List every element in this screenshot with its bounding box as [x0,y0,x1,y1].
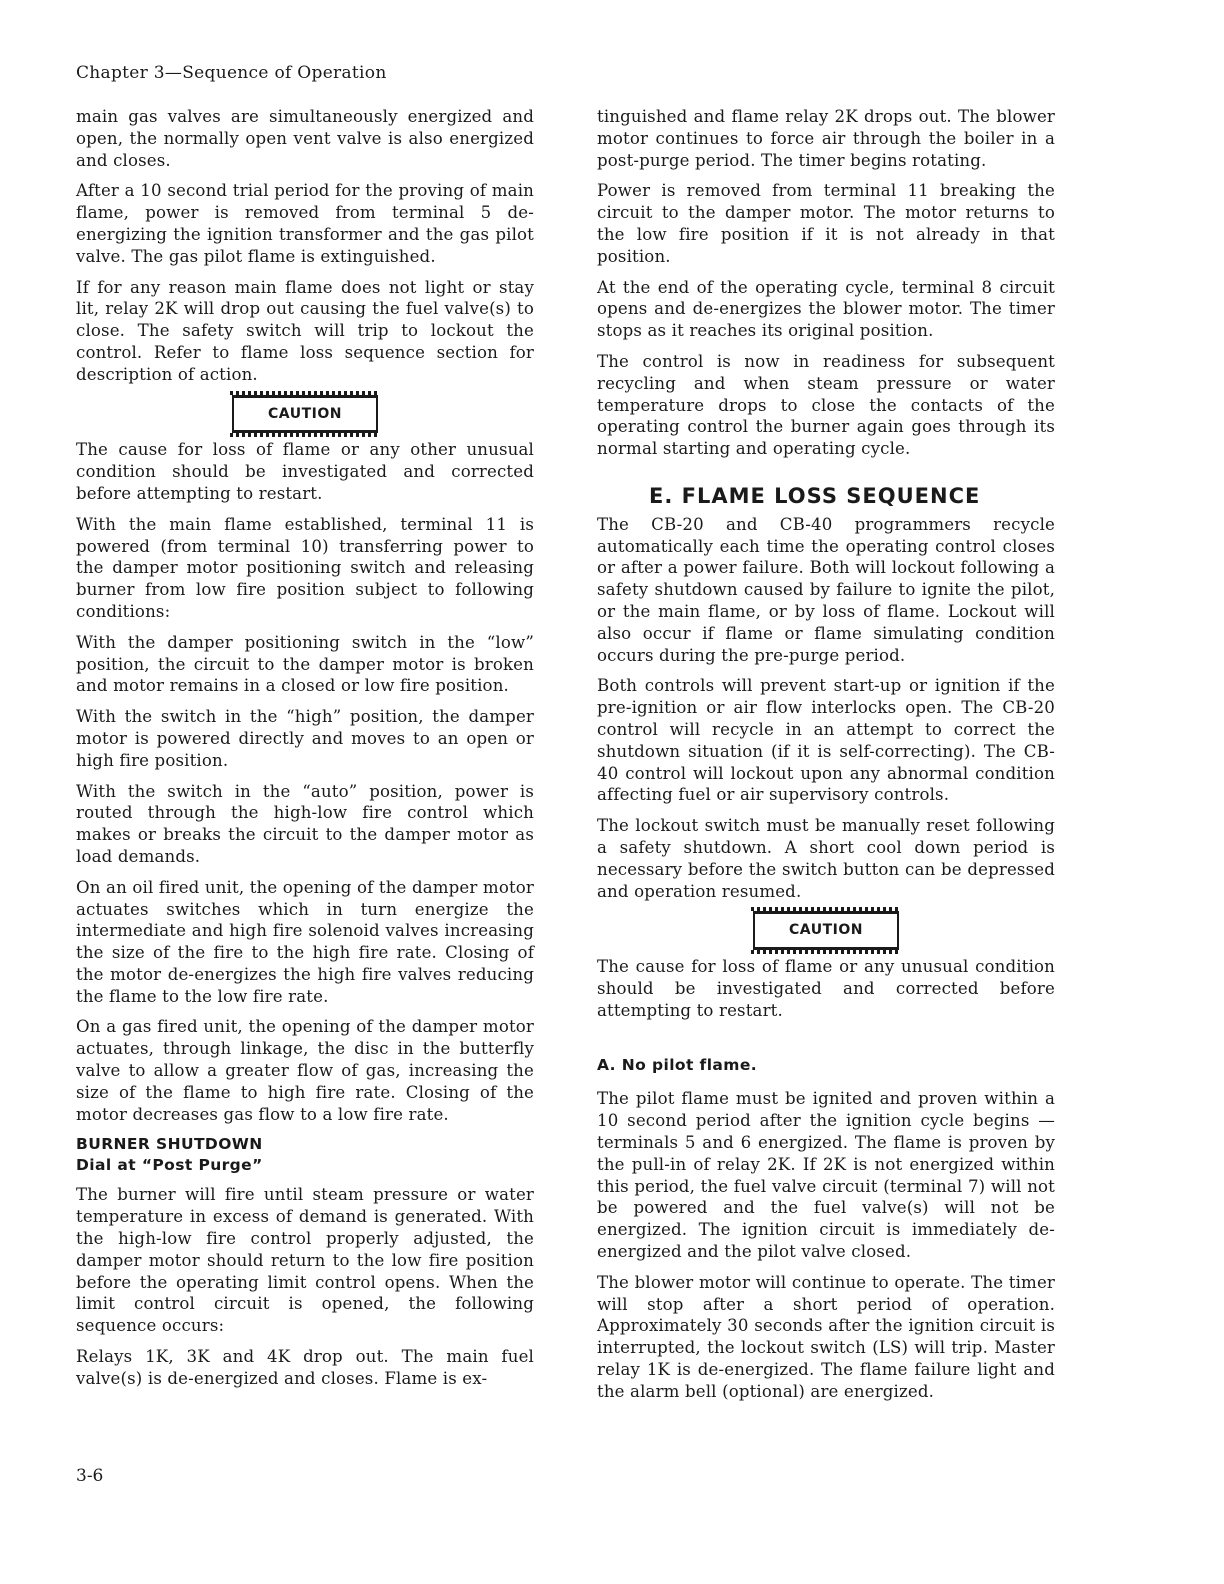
chapter-header: Chapter 3—Sequence of Operation [76,63,387,83]
no-pilot-flame-heading: A. No pilot flame. [597,1056,758,1075]
paragraph: Relays 1K, 3K and 4K drop out. The main fuel valve(s) is de-energized and closes. Flame is ex- [76,1347,534,1388]
left-column [76,106,534,1399]
caution-paragraph: The cause for loss of flame or any unusual condition should be investigated and corrected before attempting to restart. [597,957,1055,1020]
paragraph: If for any reason main flame does not light or stay lit, relay 2K will drop out causing the fuel valve(s) to close. The safety switch will trip to lockout the control. Refer to flame loss sequence section for description of action. [76,277,534,384]
paragraph: At the end of the operating cycle, terminal 8 circuit opens and de-energizes the blower motor. The timer stops as it reaches its original position. [597,277,1055,341]
paragraph: Both controls will prevent start-up or ignition if the pre-ignition or air flow interlocks open. The CB-20 control will recycle in an attempt to correct the shutdown situation (if it is self-correcting). The CB-40 control will lockout upon any abnormal condition affecting fuel or air supervisory controls. [597,676,1055,805]
caution-label: CAUTION [232,395,378,434]
paragraph: After a 10 second trial period for the proving of main flame, power is removed from terminal 5 de-energizing the ignition transformer and the gas pilot valve. The gas pilot flame is extinguished. [76,181,534,266]
paragraph: The control is now in readiness for subsequent recycling and when steam pressure or water temperature drops to close the contacts of the operating control the burner again goes through its normal starting and operating cycle. [597,351,1055,459]
caution-paragraph: The cause for loss of flame or any other unusual condition should be investigated and corrected before attempting to restart. [76,440,534,503]
paragraph: The CB-20 and CB-40 programmers recycle automatically each time the operating control closes or after a power failure. Both will lockout following a safety shutdown caused by failure to ignite the pilot, or the main flame, or by loss of flame. Lockout will also occur if flame or flame simulating condition occurs during the pre-purge period. [597,514,1055,665]
paragraph: With the switch in the “auto” position, power is routed through the high-low fire control which makes or breaks the circuit to the damper motor as load demands. [76,781,534,866]
burner-shutdown-heading [76,1134,534,1176]
caution-label: CAUTION [753,911,899,950]
paragraph: The blower motor will continue to operate. The timer will stop after a short period of operation. Approximately 30 seconds after the ignition circuit is interrupted, the lockout switch (LS) will trip. Master relay 1K is de-energized. The flame failure light and the alarm bell (optional) are energized. [597,1272,1055,1401]
paragraph: On a gas fired unit, the opening of the damper motor actuates, through linkage, the disc in the butterfly valve to allow a greater flow of gas, increasing the size of the flame to high fire rate. Closing of the motor decreases gas flow to a low fire rate. [76,1017,534,1124]
caution-box [76,395,534,434]
paragraph: tinguished and flame relay 2K drops out. The blower motor continues to force air through the boiler in a post-purge period. The timer begins rotating. [597,107,1055,170]
paragraph: On an oil fired unit, the opening of the damper motor actuates switches which in turn energize the intermediate and high fire solenoid valves increasing the size of the fire to the high fire rate. Closing of the motor de-energizes the high fire valves reducing the flame to the low fire rate. [76,877,534,1006]
section-title: E. FLAME LOSS SEQUENCE [649,483,981,508]
paragraph: The burner will fire until steam pressure or water temperature in excess of demand is generated. With the high-low fire control properly adjusted, the damper motor should return to the low fire position before the operating limit control opens. When the limit control circuit is opened, the following sequence occurs: [76,1185,534,1336]
paragraph: main gas valves are simultaneously energized and open, the normally open vent valve is also energized and closes. [76,107,534,170]
right-column [597,106,1055,1412]
paragraph: With the switch in the “high” position, the damper motor is powered directly and moves to an open or high fire position. [76,707,534,770]
paragraph: The pilot flame must be ignited and proven within a 10 second period after the ignition cycle begins — terminals 5 and 6 energized. The flame is proven by the pull-in of relay 2K. If 2K is not energized within this period, the fuel valve circuit (terminal 7) will not be powered and the fuel valve(s) will not be energized. The ignition circuit is immediately de-energized and the pilot valve closed. [597,1089,1055,1262]
page-number: 3-6 [76,1466,104,1486]
paragraph: With the main flame established, terminal 11 is powered (from terminal 10) transferring power to the damper motor positioning switch and releasing burner from low fire position subject to following conditions: [76,514,534,621]
paragraph: With the damper positioning switch in the “low” position, the circuit to the damper motor is broken and motor remains in a closed or low fire position. [76,632,534,696]
heading-line-2: Dial at “Post Purge” [76,1156,263,1175]
heading-line-1: BURNER SHUTDOWN [76,1135,263,1154]
caution-box [597,911,1055,950]
paragraph: The lockout switch must be manually reset following a safety shutdown. A short cool down period is necessary before the switch button can be depressed and operation resumed. [597,816,1055,901]
paragraph: Power is removed from terminal 11 breaking the circuit to the damper motor. The motor returns to the low fire position if it is not already in that position. [597,181,1055,266]
